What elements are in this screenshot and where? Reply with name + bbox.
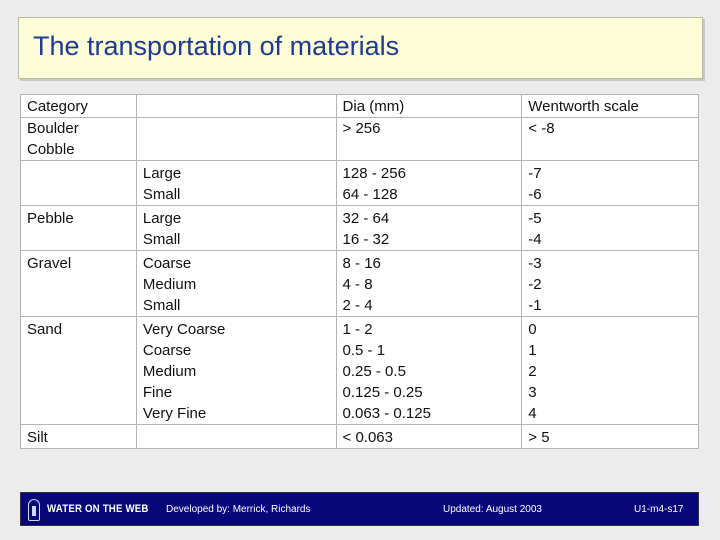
wentworth-line: 2 [528,363,537,380]
subclass-cell [136,251,336,317]
diameter-cell [336,317,522,425]
diameter-line: 16 - 32 [342,231,390,248]
subclass-cell [136,118,336,161]
page-title: The transportation of materials [33,31,400,61]
subclass-line: Coarse [142,342,192,359]
diameter-cell [336,118,522,161]
table-row [21,161,699,206]
wentworth-line: -1 [528,297,542,314]
diameter-line: 8 - 16 [342,255,381,272]
header-wentworth-scale: Wentworth scale [522,95,699,118]
subclass-line: Medium [142,363,197,380]
diameter-line: 128 - 256 [342,165,406,182]
header-diameter: Dia (mm) [336,95,522,118]
table-row [21,118,699,161]
table-header-row [21,95,699,118]
class-line: Cobble [27,141,75,158]
wentworth-line: < -8 [528,120,555,137]
wentworth-line: -5 [528,210,542,227]
class-line: Gravel [27,255,72,272]
class-line: Sand [27,321,63,338]
subclass-line: Small [142,231,181,248]
wentworth-cell [522,251,699,317]
diameter-line: 2 - 4 [342,297,373,314]
footer-bar [20,492,699,526]
diameter-line: 64 - 128 [342,186,398,203]
class-line: Pebble [27,210,74,227]
class-cell [21,161,137,206]
diameter-cell [336,206,522,251]
subclass-line: Very Coarse [142,321,226,338]
subclass-cell [136,317,336,425]
wentworth-cell [522,161,699,206]
class-cell [21,425,137,449]
diameter-cell [336,161,522,206]
class-line: Boulder [27,120,79,137]
wentworth-line: -7 [528,165,542,182]
title-banner [18,17,703,79]
subclass-line: Large [142,165,182,182]
subclass-cell [136,425,336,449]
subclass-line: Very Fine [142,405,207,422]
wentworth-line: -6 [528,186,542,203]
sediment-size-table [20,94,699,449]
wentworth-line: 0 [528,321,537,338]
table-row [21,425,699,449]
diameter-cell [336,425,522,449]
subclass-line: Small [142,297,181,314]
diameter-line: 4 - 8 [342,276,373,293]
footer-updated: Updated: August 2003 [443,504,542,515]
diameter-line: 0.5 - 1 [342,342,386,359]
table-row [21,317,699,425]
class-cell [21,206,137,251]
wentworth-line: > 5 [528,429,550,446]
table-row [21,251,699,317]
logo-text: WATER ON THE WEB [47,503,149,515]
subclass-line: Coarse [142,255,192,272]
diameter-line: > 256 [342,120,381,137]
header-category: Category [21,95,137,118]
subclass-cell [136,206,336,251]
wentworth-line: 1 [528,342,537,359]
footer-slide-code: U1-m4-s17 [634,504,684,515]
wentworth-cell [522,317,699,425]
class-line: Silt [27,429,48,446]
wentworth-cell [522,118,699,161]
diameter-line: 0.063 - 0.125 [342,405,431,422]
diameter-line: < 0.063 [342,429,393,446]
wentworth-line: -2 [528,276,542,293]
class-cell [21,251,137,317]
class-cell [21,317,137,425]
table-row [21,206,699,251]
wentworth-cell [522,206,699,251]
wentworth-line: 4 [528,405,537,422]
wentworth-line: 3 [528,384,537,401]
subclass-line: Small [142,186,181,203]
diameter-line: 0.25 - 0.5 [342,363,406,380]
wentworth-cell [522,425,699,449]
subclass-cell [136,161,336,206]
diameter-line: 32 - 64 [342,210,390,227]
diameter-line: 0.125 - 0.25 [342,384,423,401]
wentworth-line: -3 [528,255,542,272]
subclass-line: Medium [142,276,197,293]
header-category-spacer [136,95,336,118]
footer-credit: Developed by: Merrick, Richards [166,504,311,515]
subclass-line: Large [142,210,182,227]
wentworth-line: -4 [528,231,542,248]
subclass-line: Fine [142,384,173,401]
water-drop-logo-icon [28,499,40,521]
table-body [21,118,699,449]
diameter-line: 1 - 2 [342,321,373,338]
diameter-cell [336,251,522,317]
class-cell [21,118,137,161]
